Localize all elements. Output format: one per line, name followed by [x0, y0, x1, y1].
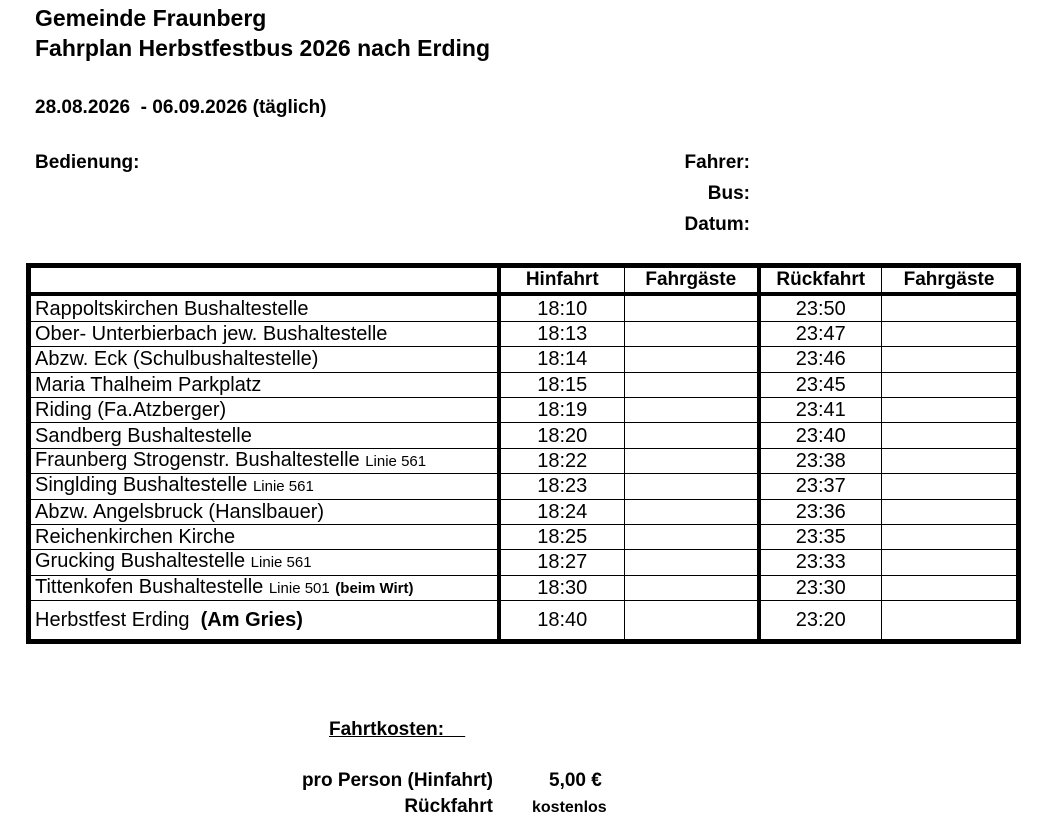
fahrgaeste-hin-cell [625, 499, 759, 524]
per-person-label: pro Person (Hinfahrt) [301, 770, 493, 791]
rueckfahrt-time: 23:40 [759, 423, 882, 448]
stop-cell [29, 499, 499, 524]
stop-cell [29, 575, 499, 600]
fahrgaeste-rueck-cell [882, 550, 1019, 575]
stop-cell [29, 294, 499, 321]
fahrgaeste-hin-cell [625, 372, 759, 397]
table-row [29, 321, 1019, 346]
stop-name: Maria Thalheim Parkplatz [35, 373, 262, 396]
stop-cell [29, 474, 499, 499]
table-row [29, 474, 1019, 499]
bedienung-label: Bedienung: [35, 152, 140, 173]
fahrgaeste-rueck-cell [882, 423, 1019, 448]
fahrgaeste-rueck-cell [882, 372, 1019, 397]
fahrgaeste-hin-cell [625, 448, 759, 473]
stop-cell [29, 321, 499, 346]
rueckfahrt-time: 23:30 [759, 575, 882, 600]
stop-name: Tittenkofen Bushaltestelle [35, 575, 264, 598]
table-row [29, 294, 1019, 321]
stop-name: Sandberg Bushaltestelle [35, 424, 252, 447]
schedule-table [26, 263, 1021, 644]
fahrgaeste-hin-cell [625, 524, 759, 549]
fahrgaeste-hin-cell [625, 474, 759, 499]
stop-cell [29, 550, 499, 575]
table-row [29, 397, 1019, 422]
hinfahrt-time: 18:24 [499, 499, 625, 524]
rueckfahrt-time: 23:46 [759, 347, 882, 372]
hinfahrt-time: 18:10 [499, 294, 625, 321]
hinfahrt-time: 18:30 [499, 575, 625, 600]
rueckfahrt-time: 23:41 [759, 397, 882, 422]
hinfahrt-time: 18:23 [499, 474, 625, 499]
stop-name: Ober- Unterbierbach jew. Bushaltestelle [35, 322, 388, 345]
rueckfahrt-time: 23:45 [759, 372, 882, 397]
fahrgaeste-rueck-cell [882, 575, 1019, 600]
line-label: Linie 561 [365, 452, 427, 470]
header-stop [29, 266, 499, 295]
fahrgaeste-rueck-cell [882, 321, 1019, 346]
stop-name: Herbstfest Erding [35, 609, 190, 632]
table-header-row [29, 266, 1019, 295]
stop-name: Abzw. Eck (Schulbushaltestelle) [35, 348, 319, 371]
fahrgaeste-hin-cell [625, 423, 759, 448]
table-row [29, 347, 1019, 372]
hinfahrt-time: 18:22 [499, 448, 625, 473]
stop-name: Reichenkirchen Kirche [35, 526, 236, 549]
fahrgaeste-hin-cell [625, 575, 759, 600]
stop-note: (beim Wirt) [335, 579, 414, 597]
rueckfahrt-time: 23:50 [759, 294, 882, 321]
rueckfahrt-time: 23:36 [759, 499, 882, 524]
fahrgaeste-rueck-cell [882, 474, 1019, 499]
bus-label: Bus: [707, 183, 750, 204]
fahrgaeste-hin-cell [625, 397, 759, 422]
fahrgaeste-hin-cell [625, 601, 759, 642]
hinfahrt-time: 18:20 [499, 423, 625, 448]
table-row [29, 372, 1019, 397]
table-row [29, 575, 1019, 600]
table-row [29, 524, 1019, 549]
header-hinfahrt: Hinfahrt [499, 266, 625, 295]
fahrgaeste-rueck-cell [882, 294, 1019, 321]
table-row [29, 499, 1019, 524]
stop-cell [29, 524, 499, 549]
rueckfahrt-time: 23:47 [759, 321, 882, 346]
fahrgaeste-hin-cell [625, 550, 759, 575]
line-label: Linie 561 [252, 478, 314, 496]
header-rueckfahrt: Rückfahrt [759, 266, 882, 295]
line-label: Linie 501 [268, 579, 330, 597]
stop-name: Grucking Bushaltestelle [35, 550, 246, 573]
stop-name: Abzw. Angelsbruck (Hanslbauer) [35, 500, 325, 523]
hinfahrt-time: 18:25 [499, 524, 625, 549]
municipality-title: Gemeinde Fraunberg [35, 5, 267, 31]
fahrgaeste-rueck-cell [882, 347, 1019, 372]
stop-cell [29, 347, 499, 372]
line-label: Linie 561 [250, 554, 312, 572]
rueckfahrt-time: 23:20 [759, 601, 882, 642]
schedule-title: Fahrplan Herbstfestbus 2026 nach Erding [35, 35, 491, 61]
header-fahrgaeste-rueck: Fahrgäste [882, 266, 1019, 295]
table-row [29, 550, 1019, 575]
schedule-body [29, 294, 1019, 641]
hinfahrt-time: 18:15 [499, 372, 625, 397]
header-fahrgaeste-hin: Fahrgäste [625, 266, 759, 295]
rueckfahrt-time: 23:35 [759, 524, 882, 549]
stop-cell [29, 448, 499, 473]
stop-cell [29, 397, 499, 422]
table-row [29, 448, 1019, 473]
stop-name: Fraunberg Strogenstr. Bushaltestelle [35, 448, 360, 471]
fahrgaeste-rueck-cell [882, 448, 1019, 473]
fahrgaeste-rueck-cell [882, 499, 1019, 524]
hinfahrt-time: 18:19 [499, 397, 625, 422]
rueckfahrt-time: 23:37 [759, 474, 882, 499]
fahrgaeste-rueck-cell [882, 397, 1019, 422]
stop-cell [29, 372, 499, 397]
stop-note: (Am Gries) [200, 609, 303, 632]
table-row [29, 423, 1019, 448]
fahrgaeste-hin-cell [625, 347, 759, 372]
fahrer-label: Fahrer: [684, 152, 750, 173]
stop-name: Singlding Bushaltestelle [35, 474, 248, 497]
fahrgaeste-hin-cell [625, 294, 759, 321]
stop-name: Rappoltskirchen Bushaltestelle [35, 297, 309, 320]
stop-name: Riding (Fa.Atzberger) [35, 399, 227, 422]
per-person-value: 5,00 € [549, 770, 602, 791]
date-range: 28.08.2026 - 06.09.2026 (täglich) [35, 97, 327, 118]
stop-cell [29, 601, 499, 642]
table-row-destination [29, 601, 1019, 642]
hinfahrt-time: 18:27 [499, 550, 625, 575]
fahrgaeste-rueck-cell [882, 524, 1019, 549]
rueckfahrt-time: 23:33 [759, 550, 882, 575]
return-value: kostenlos [532, 799, 607, 816]
fahrtkosten-heading: Fahrtkosten: [329, 719, 466, 740]
hinfahrt-time: 18:40 [499, 601, 625, 642]
hinfahrt-time: 18:13 [499, 321, 625, 346]
rueckfahrt-time: 23:38 [759, 448, 882, 473]
return-label: Rückfahrt [404, 796, 493, 817]
datum-label: Datum: [684, 214, 750, 235]
hinfahrt-time: 18:14 [499, 347, 625, 372]
stop-cell [29, 423, 499, 448]
fahrgaeste-rueck-cell [882, 601, 1019, 642]
fahrgaeste-hin-cell [625, 321, 759, 346]
